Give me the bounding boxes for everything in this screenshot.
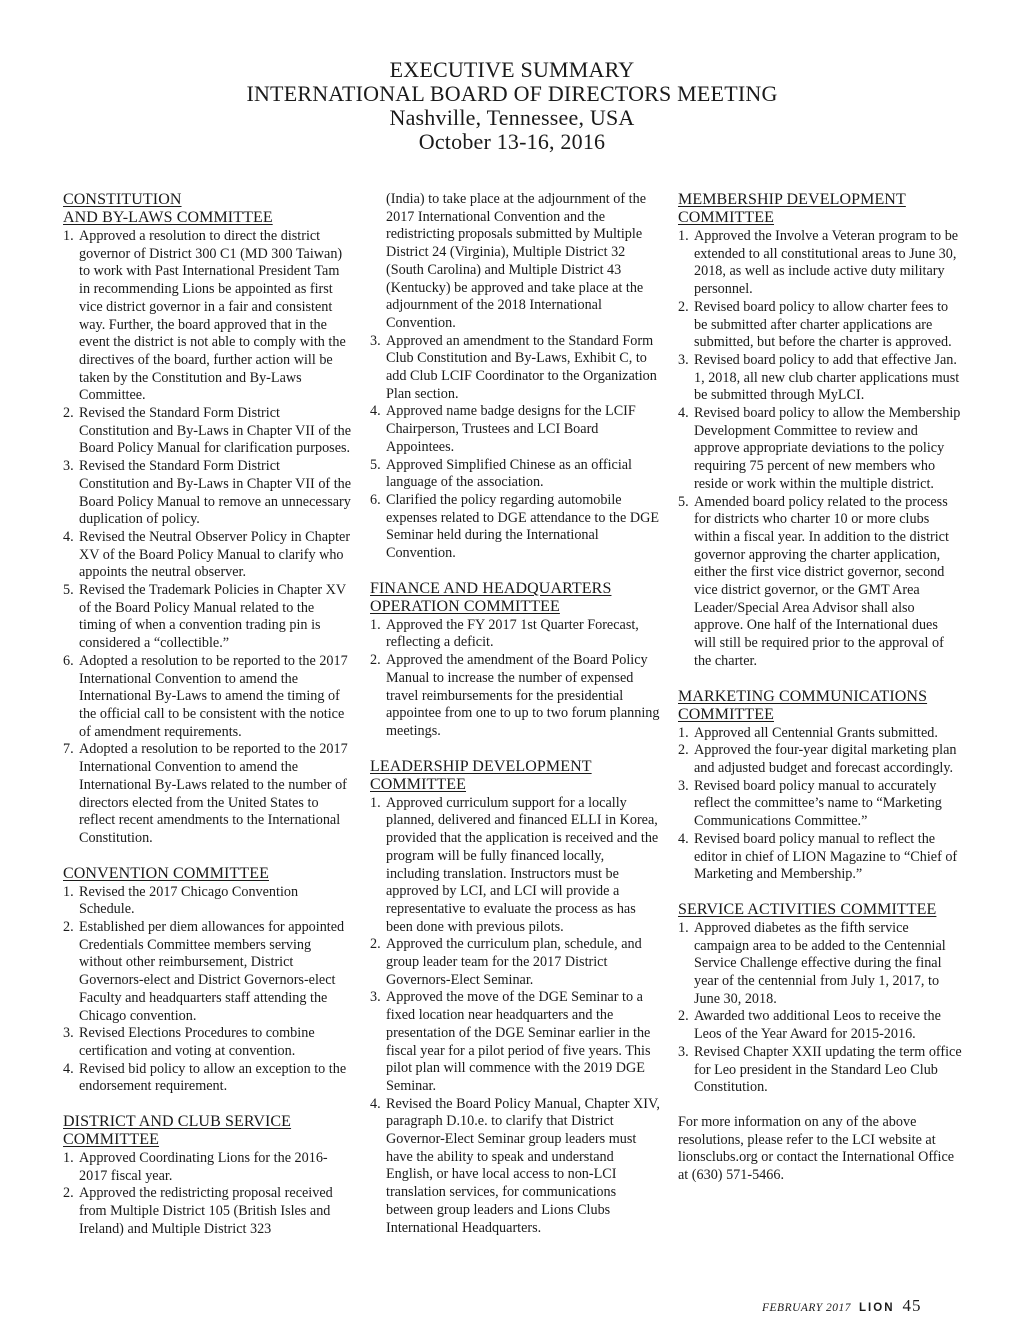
list-item	[678, 725, 963, 743]
list-item	[370, 333, 660, 404]
item-number: 2.	[678, 742, 689, 759]
section-convention	[63, 865, 353, 1096]
list-item	[63, 582, 353, 653]
item-text: Revised the Board Policy Manual, Chapter XIV, paragraph D.10.e. to clarify that District Governor-Elect Seminar group leaders must have the ability to speak and understand English, or have local access to non-LCI translation services, for communications between group leaders and Lions Clubs International Headquarters.	[386, 1095, 660, 1236]
list-item	[63, 458, 353, 529]
header-title: EXECUTIVE SUMMARY	[389, 57, 635, 82]
section-constitution	[63, 191, 353, 848]
section-title	[370, 758, 660, 794]
list-item	[63, 1061, 353, 1096]
item-number: 2.	[63, 405, 74, 422]
item-text: Revised the Neutral Observer Policy in Chapter XV of the Board Policy Manual to clarify who appoints the neutral observer.	[79, 528, 351, 581]
item-number: 4.	[678, 830, 689, 847]
item-text: Revised Chapter XXII updating the term office for Leo president in the Standard Leo Club Constitution.	[694, 1043, 962, 1096]
item-number: 2.	[63, 919, 74, 936]
section-title-line: DISTRICT AND CLUB SERVICE	[63, 1113, 292, 1131]
item-number: 3.	[678, 1043, 689, 1060]
section-marketing	[678, 688, 963, 884]
item-text: Approved the FY 2017 1st Quarter Forecast, reflecting a deficit.	[386, 616, 639, 651]
list-item	[63, 529, 353, 582]
section-title-line: MEMBERSHIP DEVELOPMENT	[678, 191, 906, 208]
item-number: 6.	[63, 652, 74, 669]
item-number: 2.	[63, 1185, 74, 1202]
page-header	[0, 58, 1024, 154]
column-1	[63, 191, 353, 1256]
list-item	[678, 920, 963, 1009]
list-item	[63, 1025, 353, 1060]
section-title-line: FINANCE AND HEADQUARTERS	[370, 579, 612, 597]
item-number: 3.	[370, 989, 381, 1006]
item-number: 5.	[678, 493, 689, 510]
item-text: Approved Coordinating Lions for the 2016-2017 fiscal year.	[79, 1150, 328, 1184]
item-text: Approved diabetes as the fifth service campaign area to be added to the Centennial Service Challenge effective during the final year of the centennial from July 1, 2017, to June 30, 2018.	[694, 919, 946, 1007]
header-date: October 13-16, 2016	[418, 129, 606, 154]
item-number: 1.	[63, 228, 74, 244]
section-title-line: COMMITTEE	[678, 209, 775, 226]
section-title	[678, 901, 963, 919]
section-title-line: SERVICE ACTIVITIES COMMITTEE	[678, 900, 937, 918]
list-item	[678, 1008, 963, 1043]
section-title-line: AND BY-LAWS COMMITTEE	[63, 209, 273, 226]
list-item	[678, 831, 963, 884]
item-number: 4.	[678, 405, 689, 422]
item-number: 1.	[370, 794, 381, 811]
section-title-line: CONVENTION COMMITTEE	[63, 864, 269, 882]
item-text: Amended board policy related to the process for districts who charter 10 or more clubs within a fiscal year. In addition to the district governor approving the charter application, either the first vice district governor, second vice district governor, or the GMT Area Leader/Special Area Advisor shall also approve. One half of the International dues will still be required prior to the approval of the charter.	[694, 493, 949, 669]
item-number: 3.	[678, 351, 689, 368]
section-title	[63, 191, 353, 227]
section-title-line: OPERATION COMMITTEE	[370, 597, 560, 615]
list-item	[370, 457, 660, 492]
item-text: Approved curriculum support for a locally planned, delivered and financed ELLI in Korea, provided that the application is received and the program will be fully financed locally, including translation. Instructors must be approved by LCI, and LCI will provide a representative to evaluate the process as has been done with previous pilots.	[386, 794, 659, 935]
section-title	[678, 688, 963, 724]
item-text: Adopted a resolution to be reported to the 2017 International Convention to amend the International By-Laws related to the number of directors elected from the United States to reflect recent amendments to the International Constitution.	[79, 741, 348, 846]
list-item	[63, 741, 353, 847]
item-text: Revised the Trademark Policies in Chapter XV of the Board Policy Manual related to the timing of when a convention trading pin is considered a “collectible.”	[79, 582, 346, 652]
item-number: 4.	[63, 528, 74, 545]
item-list	[370, 795, 660, 1238]
list-item	[678, 778, 963, 831]
item-text: Approved the redistricting proposal received from Multiple District 105 (British Isles and Ireland) and Multiple District 323	[79, 1185, 333, 1237]
item-number: 4.	[370, 1095, 381, 1112]
item-text: Revised board policy to allow charter fees to be submitted after charter applications are submitted, but before the charter is approved.	[694, 298, 952, 351]
item-number: 5.	[63, 582, 74, 599]
list-item	[63, 405, 353, 458]
item-number: 4.	[370, 403, 381, 420]
item-number: 1.	[678, 228, 689, 244]
item-number: 1.	[678, 724, 689, 741]
header-subtitle: INTERNATIONAL BOARD OF DIRECTORS MEETING	[246, 81, 778, 106]
item-number: 3.	[678, 777, 689, 794]
list-item	[678, 1044, 963, 1097]
item-text: Revised board policy manual to reflect the editor in chief of LION Magazine to “Chief of Marketing and Membership.”	[694, 830, 958, 883]
item-number: 1.	[678, 919, 689, 936]
item-list	[678, 228, 963, 671]
item-text: Approved the Involve a Veteran program to be extended to all constitutional areas to June 30, 2018, as well as include active duty military personnel.	[694, 228, 959, 298]
item-number: 5.	[370, 456, 381, 473]
section-title-line: COMMITTEE	[370, 775, 467, 793]
item-number: 1.	[63, 1150, 74, 1167]
item-text: Approved the amendment of the Board Policy Manual to increase the number of expensed travel reimbursements for the presidential appointee from one to up to two forum planning meetings.	[386, 652, 660, 739]
item-number: 3.	[63, 458, 74, 475]
list-item	[63, 653, 353, 742]
item-text: Revised bid policy to allow an exception to the endorsement requirement.	[79, 1060, 347, 1095]
closing-note: For more information on any of the above resolutions, please refer to the LCI website at lionsclubs.org or contact the International Office at (630) 571-5466.	[678, 1113, 955, 1184]
list-item	[63, 884, 353, 919]
item-text: Approved a resolution to direct the district governor of District 300 C1 (MD 300 Taiwan) to work with Past International President Tam in recommending Lions be appointed as first vice district governor in a fair and consistent way. Further, the board approved that in the event the district is not able to comply with the directives of the board, further action will be taken by the Constitution and By-Laws Committee.	[79, 228, 346, 404]
list-item	[370, 492, 660, 563]
section-title	[63, 1113, 353, 1149]
list-item	[678, 299, 963, 352]
item-text: Adopted a resolution to be reported to the 2017 International Convention to amend the International By-Laws to amend the timing of the official call to be consistent with the notice of amendment requirements.	[79, 652, 348, 740]
section-service	[678, 901, 963, 1097]
section-district-continued	[370, 191, 660, 563]
item-text: Revised the Standard Form District Constitution and By-Laws in Chapter VII of the Board Policy Manual to remove an unnecessary duplication of policy.	[79, 458, 352, 528]
item-number: 6.	[370, 491, 381, 508]
item-list	[678, 920, 963, 1097]
item-text: Revised the Standard Form District Constitution and By-Laws in Chapter VII of the Board Policy Manual for clarification purposes.	[79, 405, 352, 457]
item-text: Approved Simplified Chinese as an official language of the association.	[386, 456, 632, 491]
item-text: Awarded two additional Leos to receive the Leos of the Year Award for 2015-2016.	[694, 1008, 941, 1043]
item-continuation: (India) to take place at the adjournment of the 2017 International Convention and the redistricting proposals submitted by Multiple District 24 (Virginia), Multiple District 32 (South Carolina) and Multiple District 43 (Kentucky) be approved and take place at the adjournment of the 2018 International Convention.	[386, 191, 646, 331]
item-text: Approved an amendment to the Standard Form Club Constitution and By-Laws, Exhibit C, to add Club LCIF Coordinator to the Organization Plan section.	[386, 332, 657, 402]
item-number: 2.	[678, 1008, 689, 1025]
item-text: Approved the four-year digital marketing plan and adjusted budget and forecast accordingly.	[694, 742, 957, 776]
list-item	[370, 652, 660, 741]
item-number: 2.	[370, 652, 381, 669]
item-text: Revised board policy to allow the Membership Development Committee to review and approve appropriate deviations to the policy requiring 75 percent of new members who reside or work within the multiple district.	[694, 405, 961, 492]
list-item	[370, 989, 660, 1095]
section-title	[63, 865, 353, 883]
section-leadership	[370, 758, 660, 1238]
header-location: Nashville, Tennessee, USA	[389, 105, 635, 130]
section-title-line: MARKETING COMMUNICATIONS	[678, 687, 928, 705]
section-title-line: LEADERSHIP DEVELOPMENT	[370, 757, 592, 775]
list-item	[370, 617, 660, 652]
item-text: Revised Elections Procedures to combine certification and voting at convention.	[79, 1025, 315, 1059]
item-text: Revised the 2017 Chicago Convention Schedule.	[79, 883, 299, 918]
list-item	[678, 228, 963, 299]
section-finance	[370, 580, 660, 741]
item-text: Approved the curriculum plan, schedule, and group leader team for the 2017 District Governors-Elect Seminar.	[386, 936, 642, 988]
item-number: 2.	[370, 936, 381, 953]
list-item	[678, 405, 963, 494]
item-list	[63, 228, 353, 848]
section-district	[63, 1113, 353, 1239]
section-title	[370, 580, 660, 616]
item-text: Revised board policy to add that effective Jan. 1, 2018, all new club charter applications must be submitted through MyLCI.	[694, 351, 960, 404]
list-item	[370, 795, 660, 937]
item-number: 7.	[63, 741, 74, 758]
footer-magazine: LION	[859, 1302, 895, 1314]
list-item	[63, 1150, 353, 1185]
item-list	[678, 725, 963, 884]
item-text: Approved name badge designs for the LCIF Chairperson, Trustees and LCI Board Appointees.	[386, 403, 636, 455]
item-text: Approved the move of the DGE Seminar to a fixed location near headquarters and the presentation of the DGE Seminar earlier in the fiscal year for a pilot period of five years. This pilot plan will commence with the 2019 DGE Seminar.	[386, 989, 651, 1094]
list-item	[678, 742, 963, 777]
list-item	[63, 919, 353, 1025]
item-number: 2.	[678, 298, 689, 315]
footer-issue: FEBRUARY 2017	[762, 1302, 852, 1314]
list-item	[63, 1185, 353, 1238]
item-list	[63, 884, 353, 1096]
list-item	[370, 936, 660, 989]
item-text: Revised board policy manual to accurately reflect the committee’s name to “Marketing Communications Committee.”	[694, 777, 942, 830]
list-item	[370, 403, 660, 456]
item-text: Approved all Centennial Grants submitted.	[694, 724, 938, 741]
list-item	[370, 1096, 660, 1238]
section-title-line: COMMITTEE	[678, 705, 775, 723]
item-number: 1.	[63, 883, 74, 900]
item-number: 1.	[370, 616, 381, 633]
section-membership	[678, 191, 963, 671]
page-footer	[762, 1296, 922, 1316]
item-list	[63, 1150, 353, 1239]
page-number: 45	[902, 1296, 922, 1315]
list-item	[678, 352, 963, 405]
item-list	[370, 333, 660, 563]
column-3	[678, 191, 963, 1185]
list-item	[678, 494, 963, 671]
section-title-line: COMMITTEE	[63, 1131, 160, 1149]
list-item	[63, 228, 353, 405]
section-title	[678, 191, 963, 227]
item-text: Clarified the policy regarding automobile expenses related to DGE attendance to the DGE Seminar held during the International Convention.	[386, 491, 660, 562]
item-list	[370, 617, 660, 741]
item-number: 3.	[370, 332, 381, 349]
item-number: 3.	[63, 1025, 74, 1042]
column-2	[370, 191, 660, 1254]
item-number: 4.	[63, 1060, 74, 1077]
item-text: Established per diem allowances for appointed Credentials Committee members serving without other reimbursement, District Governors-elect and District Governors-elect Faculty and headquarters staff attending the Chicago convention.	[79, 919, 345, 1024]
section-title-line: CONSTITUTION	[63, 191, 182, 208]
